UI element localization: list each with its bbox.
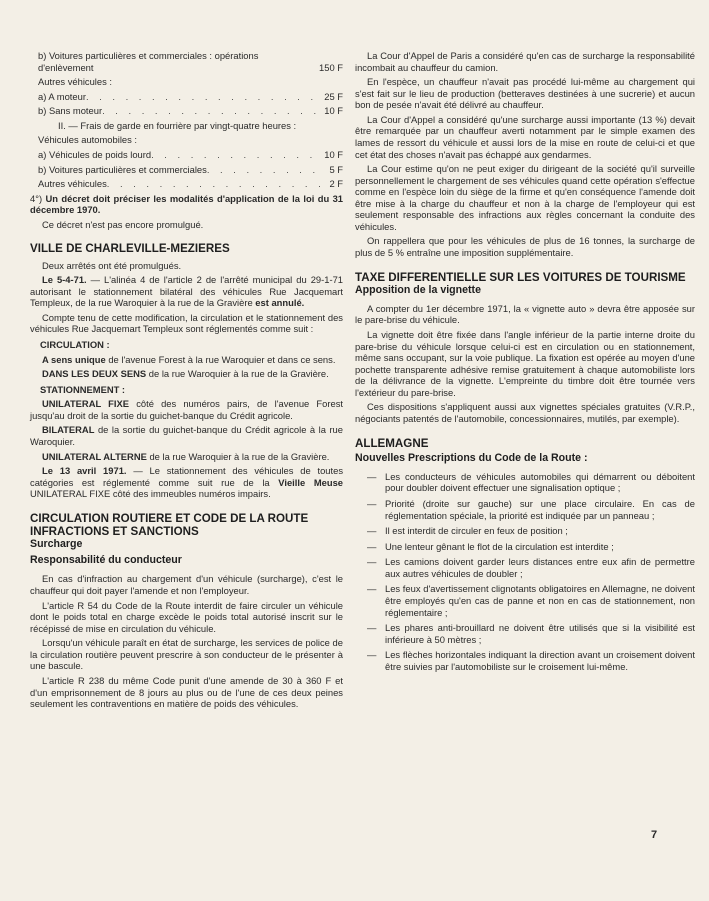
- paragraph: La vignette doit être fixée dans l'angle inférieur de la partie interne droite du pare-brise du véhicule lorsque celui-ci est en circulation ou en stationnement, même sans occupant, sur la voie publique. La fixation est opérée au moyen d'une pochette transparente adhésive remise gratuitement à chaque automobiliste lors de la délivrance de la vignette. L'empreinte du timbre doit être tournée vers l'extérieur du pare-brise.: [355, 329, 695, 398]
- decret-number: 4°): [30, 192, 43, 204]
- text: de la rue Waroquier à la rue de la Gravière.: [146, 450, 330, 462]
- dash: —: [367, 583, 377, 595]
- fee-line-enlevement: [30, 50, 343, 73]
- paragraph: On rappellera que pour les véhicules de plus de 16 tonnes, la surcharge de plus de 5 % entraîne une imposition supplémentaire.: [355, 235, 695, 258]
- paragraph: Compte tenu de cette modification, la circulation et le stationnement des véhicules Rue Jacquemart Templeux sont réglementés comme suit :: [30, 311, 343, 335]
- list-item: [355, 498, 695, 521]
- paragraph: En l'espèce, un chauffeur n'avait pas procédé lui-même au chargement qui s'est fait sur le lieu de production (betteraves destinées à une sucrerie) et aucun bon de pesée n'avait été délivré au chauffeur.: [355, 76, 695, 111]
- list-item: [355, 525, 695, 537]
- list-item-text: Les conducteurs de véhicules automobiles qui démarrent ou déboitent pour doubler doivent effectuer une signalisation optique ;: [385, 470, 695, 494]
- text: UNILATERAL FIXE côté des immeubles numéros impairs.: [30, 488, 271, 500]
- left-column: [30, 50, 343, 713]
- paragraph: Lorsqu'un véhicule paraît en état de surcharge, les services de police de la circulation routière peuvent prescrire à son conducteur de le présenter à une bascule.: [30, 637, 343, 672]
- text-bold: BILATERAL: [42, 424, 95, 436]
- subsection-nouvelles: Nouvelles Prescriptions du Code de la Route :: [355, 451, 588, 464]
- text: — L'alinéa 4 de l'article 2 de l'arrêté municipal du 29-1-71 autorisant le stationnement bilatéral des véhicules Rue Jacquemart Templeux, de la rue Waroquier à la rue de la Gravière: [30, 274, 344, 309]
- dash: —: [367, 525, 377, 537]
- text-bold: est annulé.: [255, 297, 305, 309]
- date: Le 5-4-71.: [42, 274, 87, 286]
- fee-label: b) Voitures particulières et commerciales: [38, 163, 207, 175]
- decret-note: Ce décret n'est pas encore promulgué.: [42, 218, 204, 230]
- list-item: [355, 622, 695, 645]
- fee-label: b) Voitures particulières et commerciales : opérations d'enlèvement: [38, 50, 259, 73]
- subsection-responsabilite: Responsabilité du conducteur: [30, 554, 182, 567]
- list-item: [355, 541, 695, 553]
- fee-label: Autres véhicules: [38, 178, 107, 190]
- paragraph: [30, 465, 343, 500]
- fee-value: 25 F: [324, 90, 343, 102]
- text-bold: UNILATERAL FIXE: [42, 398, 130, 410]
- dash: —: [367, 649, 377, 661]
- subheading: Véhicules automobiles :: [38, 134, 138, 146]
- text: côté des numéros pairs, de l'avenue Forest jusqu'au droit de la sortie du guichet-banque du Crédit agricole.: [30, 398, 343, 421]
- fee-line-voitures: [30, 164, 343, 176]
- section-title-taxe: TAXE DIFFERENTIELLE SUR LES VOITURES DE TOURISME: [355, 270, 686, 284]
- decret-paragraph: [30, 193, 343, 216]
- fee-line-poids-lourd: [30, 149, 343, 161]
- paragraph: [30, 368, 343, 380]
- list-item-text: Les camions doivent garder leurs distances entre eux afin de permettre aux autres véhicules de doubler ;: [385, 556, 695, 579]
- fee-value: 2 F: [329, 178, 343, 190]
- text-bold: DANS LES DEUX SENS: [42, 368, 147, 380]
- paragraph: Ces dispositions s'appliquent aussi aux vignettes spéciales gratuites (V.R.P., négociants patentés de l'automobile, concessionnaires, mutilés, par exemple).: [355, 401, 695, 424]
- dash: —: [367, 470, 377, 482]
- list-item-text: Priorité (droite sur gauche) sur une place circulaire. En cas de réglementation spéciale, la priorité est indiquée par un panneau ;: [385, 498, 695, 521]
- paragraph: [30, 354, 343, 366]
- page-number: 7: [651, 829, 658, 841]
- text: — Le stationnement des véhicules de toutes catégories est réglementé comme suit rue de la: [30, 465, 344, 488]
- list-item: [355, 649, 695, 672]
- fee-label: a) A moteur: [38, 90, 86, 102]
- section-title-charleville: VILLE DE CHARLEVILLE-MEZIERES: [30, 242, 230, 256]
- subsection-apposition: Apposition de la vignette: [355, 283, 481, 296]
- dash: —: [367, 540, 377, 552]
- text-bold: A sens unique: [42, 353, 106, 365]
- section-title-circulation: CIRCULATION ROUTIERE ET CODE DE LA ROUTE INFRACTIONS ET SANCTIONS: [30, 511, 309, 539]
- paragraph-5-4-71: [30, 274, 343, 309]
- fee-line-sans-moteur: [30, 105, 343, 117]
- fee-label: a) Véhicules de poids lourd: [38, 148, 152, 160]
- dash: —: [367, 556, 377, 568]
- paragraph: [30, 451, 343, 463]
- list-item-text: Les flèches horizontales indiquant la direction avant un croisement doivent être suivies par l'automobiliste sur le croisement lui-même.: [385, 649, 695, 672]
- list-item: [355, 556, 695, 579]
- decret-text: Un décret doit préciser les modalités d'application de la loi du 31 décembre 1970.: [30, 192, 343, 216]
- fee-line-moteur: [30, 91, 343, 103]
- paragraph: A compter du 1er décembre 1971, la « vignette auto » devra être apposée sur le pare-brise du véhicule.: [355, 302, 695, 326]
- circulation-label: CIRCULATION :: [40, 339, 110, 351]
- list-item-text: Il est interdit de circuler en feux de position ;: [385, 525, 568, 537]
- text-bold: UNILATERAL ALTERNE: [42, 450, 147, 462]
- paragraph: En cas d'infraction au chargement d'un véhicule (surcharge), c'est le chauffeur qui doit payer l'amende et non l'employeur.: [30, 573, 343, 597]
- paragraph: La Cour estime qu'on ne peut exiger du dirigeant de la société qu'il surveille personnellement le chargement de ses véhicules quand cette opération s'effectue comme en l'espèce loin du siège de la firme et qu'en conséquence l'amende doit être mise à la charge du chauffeur et non à la charge de l'employeur qui est seulement responsable des infractions aux règles concernant la conduite des véhicules.: [355, 163, 695, 232]
- list-item-text: Une lenteur gênant le flot de la circulation est interdite ;: [385, 540, 614, 552]
- section-title-allemagne: ALLEMAGNE: [355, 436, 429, 450]
- text-bold: Le 13 avril 1971.: [42, 465, 127, 477]
- list-item: [355, 583, 695, 618]
- text: de l'avenue Forest à la rue Waroquier et dans ce sens.: [105, 353, 336, 365]
- paragraph: [30, 398, 343, 421]
- fee-value: 5 F: [329, 163, 343, 175]
- fee-value: 150 F: [319, 61, 343, 73]
- paragraph: La Cour d'Appel a considéré qu'une surcharge aussi importante (13 %) devait être remarquée par un chauffeur averti notamment par le simple examen des lames de ressort du véhicule et aussi lors de la mise en route de celui-ci et que cet état des choses n'avait pas échappé aux gendarmes.: [355, 113, 695, 160]
- fee-label: b) Sans moteur: [38, 105, 103, 117]
- text-bold: Vieille Meuse: [278, 476, 343, 488]
- paragraph: [30, 424, 343, 447]
- text: de la sortie du guichet-banque du Crédit agricole à la rue Waroquier.: [30, 424, 343, 447]
- list-item-text: Les feux d'avertissement clignotants obligatoires en Allemagne, ne doivent être employés qu'en cas de panne et non en cas de stationnement, non réglementaire ;: [385, 583, 695, 618]
- paragraph: Deux arrêtés ont été promulgués.: [42, 259, 182, 271]
- list-item-text: Les phares anti-brouillard ne doivent être utilisés que si la visibilité est inférieure à 50 mètres ;: [385, 622, 695, 645]
- fee-value: 10 F: [324, 105, 343, 117]
- fee-value: 10 F: [324, 148, 343, 160]
- text: de la rue Waroquier à la rue de la Gravière.: [146, 368, 329, 380]
- stationnement-label: STATIONNEMENT :: [40, 383, 126, 395]
- fee-line-autres: [30, 178, 343, 190]
- frais-garde-heading: II. — Frais de garde en fourrière par vingt-quatre heures :: [58, 119, 297, 131]
- right-column: [355, 50, 695, 676]
- paragraph: La Cour d'Appel de Paris a considéré qu'en cas de surcharge la responsabilité incombait au chauffeur du camion.: [355, 50, 695, 73]
- subsection-surcharge: Surcharge: [30, 538, 83, 551]
- paragraph: L'article R 54 du Code de la Route interdit de faire circuler un véhicule dont le poids total en charge excède le poids total autorisé inscrit sur le récépissé de mise en circulation du véhicule.: [30, 599, 343, 634]
- subheading: Autres véhicules :: [38, 76, 112, 88]
- dash: —: [367, 498, 377, 509]
- dash: —: [367, 622, 377, 634]
- paragraph: L'article R 238 du même Code punit d'une amende de 30 à 360 F et d'un emprisonnement de 8 jours au plus ou de l'une de ces deux peines seulement les contraventions en matière de poids des véhicules.: [30, 674, 343, 710]
- list-item: [355, 471, 695, 494]
